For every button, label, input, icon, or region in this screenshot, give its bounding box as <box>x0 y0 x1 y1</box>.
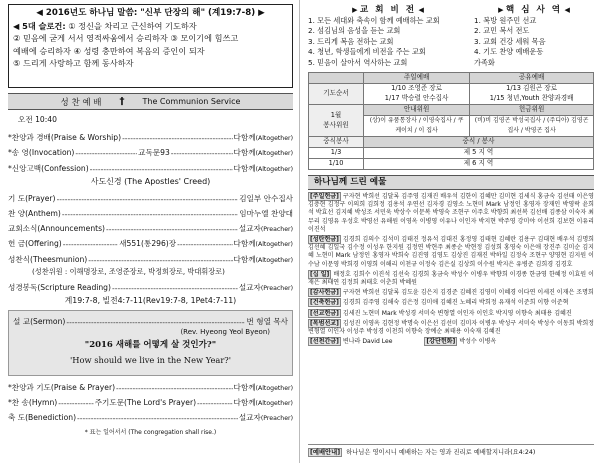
order-person: 임마누엘 찬양대 <box>239 208 293 218</box>
order-name: 성찬식(Theesmunion) <box>8 254 88 264</box>
yearly-verse-title: ◀ 2016년도 하나님 말씀: "신부 단장의 해" (계19:7-8) ▶ <box>36 8 265 18</box>
row-label: 중식봉사 <box>309 137 364 148</box>
table-header: 주일예배 <box>364 73 470 84</box>
order-name: *송 영(Invocation) <box>8 148 75 158</box>
order-person: 다함께(Altogether) <box>233 382 293 392</box>
order-name: *찬양과 기도(Praise & Prayer) <box>8 382 116 392</box>
order-row <box>8 378 293 393</box>
offering-item <box>308 309 594 318</box>
order-person: 다함께(Altogether) <box>233 398 293 408</box>
offering-category: [성탄헌금] <box>310 236 339 244</box>
preacher-name-en: (Rev. Hyeong Yeol Byeon) <box>180 327 270 336</box>
leader-dots <box>122 134 232 143</box>
order-of-worship-part3 <box>8 378 293 424</box>
offering-category: [십 일] <box>310 270 330 278</box>
order-of-worship-part2 <box>8 189 293 265</box>
leader-dots <box>66 318 245 327</box>
table-cell: 1/3 <box>309 148 364 159</box>
vision-tasks-section <box>308 4 594 68</box>
table-cell: 제 6 지 역 <box>364 159 594 170</box>
preacher-name: 번 형열 목사 <box>246 316 288 326</box>
order-row <box>8 219 293 234</box>
leader-dots <box>112 284 238 293</box>
leader-dots <box>58 399 93 408</box>
order-name: 찬 양(Anthem) <box>8 208 61 218</box>
list-item: 2. 섬김님의 음성을 듣는 교회 <box>308 26 401 36</box>
vision-list <box>308 16 468 68</box>
leader-dots <box>197 399 232 408</box>
offering-category: [목범선교] <box>310 319 339 327</box>
service-schedule-table <box>308 72 594 170</box>
service-title-en: The Communion Service <box>142 97 241 106</box>
table-subheader: 중식 / 봉사 <box>364 137 594 148</box>
communion-note: (성찬위원 : 이해명장로, 조영준장로, 박정희장로, 박대휘장로) <box>32 266 225 276</box>
leader-dots <box>57 195 239 204</box>
leader-dots <box>77 414 238 423</box>
leader-dots <box>75 149 137 158</box>
offering-names: 박성수 이병옥 <box>459 338 497 346</box>
motto-item: 예배에 승리하자 ④ 성령 충만하여 복음의 증인이 되자 <box>13 45 205 56</box>
stand-note: * 표는 일어서서 (The congregation shall rise.) <box>84 429 217 437</box>
order-name: 축 도(Benediction) <box>8 413 77 423</box>
order-person: 다함께(Altogether) <box>233 239 293 249</box>
sermon-title-ko: "2016 새해를 어떻게 살 것인가?" <box>84 339 217 350</box>
table-header <box>309 73 364 84</box>
leader-dots <box>62 210 238 219</box>
offering-category: [주일헌금] <box>310 193 339 201</box>
offering-item <box>308 298 594 307</box>
order-row <box>8 143 293 158</box>
offering-item <box>308 319 594 336</box>
order-person: 설교자(Preacher) <box>238 224 293 234</box>
offering-item <box>308 337 594 346</box>
list-item: 5. 믿음이 살아서 역사하는 교회 <box>308 57 408 67</box>
order-person: 다함께(Altogether) <box>233 254 293 264</box>
list-item: 1. 모든 세대와 축속이 함께 예배하는 교회 <box>308 16 440 25</box>
tasks-list <box>474 16 594 68</box>
offering-names: 구자현 박희선 김달록 김주영 김재진 배우석 김한이 김혜만 김미현 김세식 홍금숙 김선태 이은영 김충현 김정구 이의희 김희정 김용석 우연선 김자경 김영소 노현미 Mark 남정인 홍영자 장재인 박영락 윤희석 박효선 김지혜 박성조 서민욱 박상수 이문복 박영숙 조현구 이주호 박향희 최선복 김선배 김종삼 이숙자 최무리 김영유 우성호 박영선 유해원 이영옥 이병영 이유나 이인자 박지현 박주영 강미야 이선희 김보현 이유리 이진석 <box>308 193 594 233</box>
offering-category: [건축헌금] <box>310 299 339 307</box>
yearly-verse-box <box>8 4 293 88</box>
order-row-sermon <box>13 313 288 327</box>
order-row <box>8 249 293 264</box>
offering-category: [선교헌금] <box>310 309 339 317</box>
sermon-box <box>8 310 293 376</box>
table-subheader: 헌금위원 <box>470 105 594 116</box>
leader-dots <box>90 165 233 174</box>
offerings-list <box>308 192 594 346</box>
cross-icon: † <box>119 96 125 107</box>
motto-item: ⑤ 드리게 사랑하고 함께 동사하자 <box>13 58 134 68</box>
order-of-worship-part1 <box>8 128 293 174</box>
footer-text: 하나님은 영이시니 예배하는 자는 영과 진리로 예배할지니라(요4:24) <box>346 449 536 456</box>
order-row <box>8 128 293 143</box>
leader-dots <box>106 225 238 234</box>
table-cell: 1/10 조영준 장로 1/17 박승렬 안수집사 <box>364 84 470 105</box>
leader-dots <box>63 240 118 249</box>
footer-tag: [예배안내] <box>310 449 341 456</box>
offering-names: 배정호 김희수 이진석 김선숙 김경희 홍금숙 박성수 이병우 박향희 이경종 한금영 한혜정 이효원 이재은 최태연 김정희 최태호 이춘희 박혜원 <box>308 270 594 287</box>
leader-dots <box>177 240 232 249</box>
offering-names: 구자현 박희선 김달록 김도윤 김은지 김경준 김혜진 김영미 이혜경 이다연 이세진 이재은 조명희 <box>342 289 594 297</box>
order-person: 다함께(Altogether) <box>233 163 293 173</box>
offering-category: [선천간금] <box>310 338 339 346</box>
order-name: 헌 금(Offering) <box>8 239 62 249</box>
list-item: 3. 교회 건강 세워 목음 <box>474 36 546 46</box>
list-item: 1. 복방 원주민 선교 <box>474 16 537 25</box>
offering-names: 김경희 김의수 김석미 김태진 정유석 김대진 홍정영 김태현 김혜란 김용구 김대현 배우석 김명희 김선혜 김일국 김수정 이성우 한지원 김정연 박현주 최종순 박현정 김성희 홍영숙 이은애 장진주 김미순 김지혜 노현미 Mark 남정인 홍영자 박희숙 김진영 김영도 김상진 김재진 박하일 김정숙 조현구 양영현 김지원 이수남 이문영 박희경 이영희 이해리 이천규 이정숙 김은실 김상희 이수원 박지은 유병준 김희경 김경호 <box>308 236 594 268</box>
scripture-reference: 계19:7-8, 빌전4:7-11(Rev19:7-8, 1Pet4:7-11) <box>64 295 237 305</box>
motto-item: ① 정신을 차리고 근신하여 기도하자 <box>68 20 197 31</box>
offering-names: 김성진 이영옥 김현정 박명숙 이은선 김선미 김미자 이병우 박성구 서미숙 박성수 이동희 박희정 변형열 이인자 이성주 박성경 이천희 이향숙 장예순 최태용 이숙재 김혜진 <box>308 319 594 336</box>
offering-item <box>308 192 594 234</box>
order-row <box>8 158 293 173</box>
table-cell: (상)이 유품통장사 / 이영숙집사 / 쿠케이치 / 이 집사 <box>364 116 470 137</box>
worship-guide-footer <box>308 444 594 457</box>
order-person: 다함께(Altogether) <box>233 133 293 143</box>
service-title-band <box>8 93 293 110</box>
order-person: 김일부 안수집사 <box>239 193 293 203</box>
mottos-label: ◀ 5대 슬로건: <box>13 20 66 31</box>
bulletin-right-page <box>300 0 600 463</box>
offering-names: 변나라 David Lee <box>342 338 393 346</box>
list-item: 2. 교민 복서 전도 <box>474 26 530 36</box>
offering-names: 김경희 김주영 김해숙 김은정 김미애 김혜진 노혜리 박희정 유재석 이준희 이향 이준혁 <box>342 299 569 307</box>
offering-item <box>308 270 594 287</box>
order-person: 설교자(Preacher) <box>238 413 293 423</box>
order-name: 설 교(Sermon) <box>13 316 66 326</box>
order-person: 설교자(Preacher) <box>238 282 293 292</box>
service-title-ko: 성 찬 예 배 <box>60 97 102 108</box>
order-row <box>8 204 293 219</box>
order-name: *찬 송(Hymn) <box>8 398 58 408</box>
table-subheader: 안내위원 <box>364 105 470 116</box>
list-item: 4. 청년, 학생들에게 비전을 주는 교회 <box>308 47 426 57</box>
sermon-title-en: 'How should we live in the New Year?' <box>69 354 232 365</box>
order-name: *신앙고백(Confession) <box>8 163 89 173</box>
table-cell: 1/10 <box>309 159 364 170</box>
order-row <box>8 408 293 423</box>
table-cell: 1/13 김원곤 장로 1/15 청년,Youth 찬양과경배 <box>470 84 594 105</box>
table-header: 공유예배 <box>470 73 594 84</box>
vision-title: ▶ 교 회 비 전 ◀ <box>352 5 424 15</box>
order-name: 기 도(Prayer) <box>8 193 56 203</box>
order-name: 교회소식(Announcements) <box>8 224 106 234</box>
row-label: 1월 봉사위원 <box>309 105 364 137</box>
order-row <box>8 189 293 204</box>
offerings-title: 하나님께 드린 예물 <box>308 175 594 190</box>
leader-dots <box>116 384 233 393</box>
leader-dots <box>171 149 233 158</box>
creed-line: 사도신경 (The Apostles' Creed) <box>90 176 211 186</box>
offering-item <box>308 235 594 269</box>
core-ministries <box>474 4 594 68</box>
order-name: *찬양과 경배(Praise & Worship) <box>8 133 122 143</box>
offering-category: [감사헌금] <box>310 289 339 297</box>
motto-line <box>13 20 288 33</box>
list-item: 가족화 <box>474 57 495 67</box>
table-cell: 제 5 지 역 <box>364 148 594 159</box>
order-row <box>8 234 293 249</box>
list-item: 4. 기도 찬양 예배운동 <box>474 47 544 57</box>
offering-category: [강단헌화] <box>426 338 456 346</box>
service-time: 오전 10:40 <box>18 115 57 124</box>
order-person: 다함께(Altogether) <box>233 148 293 158</box>
order-row <box>8 393 293 408</box>
order-detail: 교독문93 <box>138 148 170 158</box>
order-detail: 주기도문(The Lord's Prayer) <box>94 398 197 408</box>
tasks-title: ▶ 핵 심 사 역 ◀ <box>498 5 570 15</box>
list-item: 3. 드리게 복음 전하는 교회 <box>308 36 394 46</box>
order-row-reading <box>8 278 293 293</box>
church-vision <box>308 4 468 68</box>
row-label: 기도순서 <box>309 84 364 105</box>
table-cell: (비)비 김영곤 박성국집사 / (주디아) 김영곤집사 / 박영곤 집사 <box>470 116 594 137</box>
order-name: 성경봉독(Scripture Reading) <box>8 282 111 292</box>
leader-dots <box>88 256 232 265</box>
motto-item: ② 믿음에 굳게 서서 영적싸움에서 승리하자 ③ 모이기에 힘쓰고 <box>13 33 239 43</box>
offering-names: 김세진 노현미 Mark 박성경 서미숙 변형열 이인자 이인호 박지영 이향숙 최태용 김혜진 <box>342 309 572 317</box>
order-detail: 새551(통296)장 <box>119 239 177 249</box>
offering-item <box>308 288 594 297</box>
